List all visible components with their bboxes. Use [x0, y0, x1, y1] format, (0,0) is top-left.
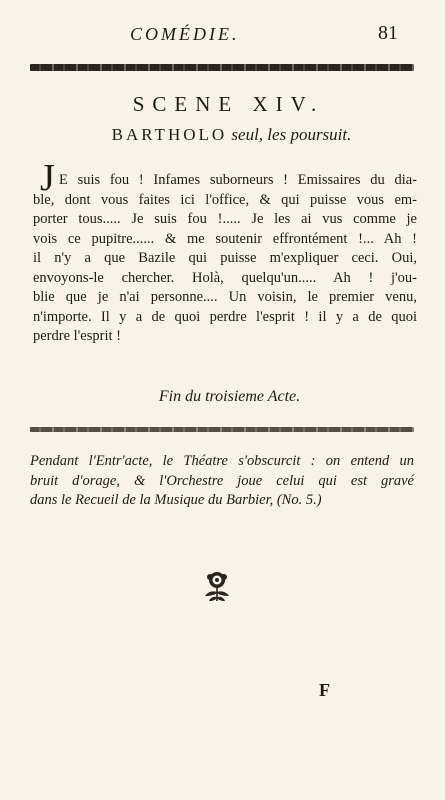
- intermission-line: bruit d'orage, & l'Orchestre joue celui qui est gravé: [30, 472, 414, 489]
- running-title: COMÉDIE.: [130, 24, 240, 44]
- speaker-name: BARTHOLO: [111, 125, 228, 144]
- stage-direction: seul, les poursuit.: [231, 125, 352, 144]
- signature-mark: F: [319, 680, 330, 700]
- intermission-note: [30, 452, 414, 511]
- speech-line: vois ce pupitre...... & me soutenir effrontément !... Ah !: [33, 230, 417, 247]
- speech-line: E suis fou ! Infames suborneurs ! Emissaires du dia-: [59, 172, 417, 188]
- section-rule: [30, 427, 414, 432]
- speech-paragraph: [33, 171, 417, 347]
- speech-line: porter tous..... Je suis fou !..... Je les ai vus comme je: [33, 211, 417, 227]
- speech-line: il n'y a que Bazile qui puisse m'expliquer ceci. Oui,: [33, 250, 417, 266]
- running-head: [0, 22, 445, 46]
- intermission-line: Pendant l'Entr'acte, le Théatre s'obscurcit : on entend un: [30, 453, 414, 469]
- speaker-line: [0, 125, 445, 145]
- scene-heading: SCENE XIV.: [132, 92, 325, 116]
- speech-line: perdre l'esprit !: [33, 328, 121, 344]
- drop-cap: J: [40, 157, 55, 199]
- speech-line: n'importe. Il y a de quoi perdre l'esprit ! il y a de quoi: [33, 308, 417, 325]
- page-number: 81: [378, 22, 398, 44]
- header-rule: [30, 64, 414, 71]
- act-end: Fin du troisieme Acte.: [158, 388, 301, 405]
- speech-line: envoyons-le chercher. Holà, quelqu'un..... Ah ! j'ou-: [33, 269, 417, 286]
- speech-line: ble, dont vous faites ici l'office, & qui puisse vous em-: [33, 191, 417, 208]
- speech-line: blie que je n'ai personne.... Un voisin, le premier venu,: [33, 289, 417, 305]
- intermission-line: dans le Recueil de la Musique du Barbier, (No. 5.): [30, 492, 322, 508]
- rose-fleuron-icon: [197, 565, 237, 605]
